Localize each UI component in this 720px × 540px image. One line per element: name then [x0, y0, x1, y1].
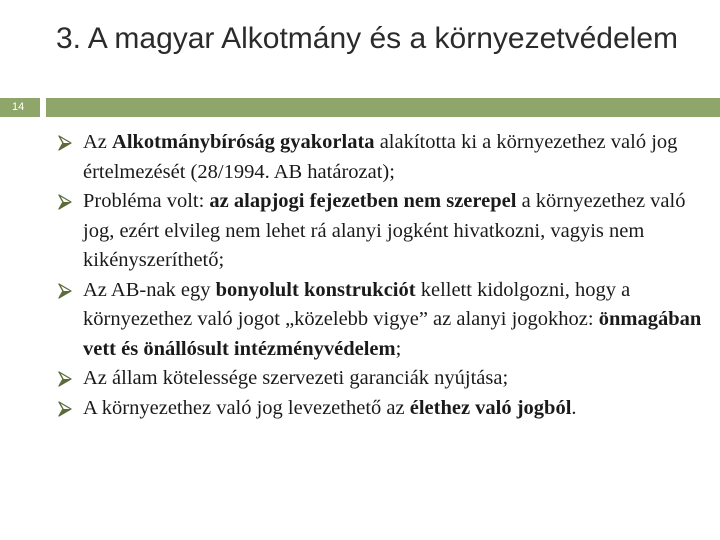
bullet-text: alakította ki a környezethez való jog értelmezését (28/1994. AB határozat); [83, 131, 678, 183]
bullet-text: Probléma volt: [83, 190, 210, 212]
bullet-bold-text: Alkotmánybíróság gyakorlata [112, 131, 375, 153]
bullet-bold-text: élethez való jogból [409, 396, 572, 419]
slide-title: 3. A magyar Alkotmány és a környezetvédelem [56, 22, 678, 55]
arrow-bullet-icon [58, 401, 72, 417]
bullet-item [58, 394, 706, 424]
bullet-item [58, 276, 706, 365]
arrow-bullet-icon [58, 194, 72, 210]
arrow-bullet-icon [58, 283, 72, 299]
bullet-item [58, 364, 706, 394]
bullet-bold-text: az alapjogi fejezetben nem szerepel [209, 190, 517, 212]
bullet-text: ; [395, 337, 402, 360]
slide-number: 14 [12, 101, 25, 113]
bullet-list [58, 128, 706, 423]
bullet-text: a környezethez való jog, ezért elvileg nem lehet rá alanyi jogként hivatkozni, vagyis nem kikényszeríthető; [83, 190, 686, 271]
title-divider-band [46, 98, 720, 117]
bullet-text: . [571, 396, 577, 419]
bullet-text: Az állam kötelessége szervezeti garanciák nyújtása; [83, 367, 509, 389]
bullet-item [58, 187, 706, 276]
bullet-bold-text: bonyolult konstrukciót [215, 278, 416, 301]
arrow-bullet-icon [58, 135, 72, 151]
bullet-item [58, 128, 706, 187]
bullet-text: Az [83, 131, 113, 153]
bullet-text: Az AB-nak egy [83, 278, 216, 301]
bullet-text: A környezethez való jog levezethető az [83, 396, 410, 419]
bullet-bold-text: önmagában vett és önállósult intézményvédelem [83, 308, 702, 360]
arrow-bullet-icon [58, 371, 72, 387]
bullet-text: kellett kidolgozni, hogy a környezethez való jogot „közelebb vigye” az alanyi jogokhoz: [83, 278, 631, 330]
